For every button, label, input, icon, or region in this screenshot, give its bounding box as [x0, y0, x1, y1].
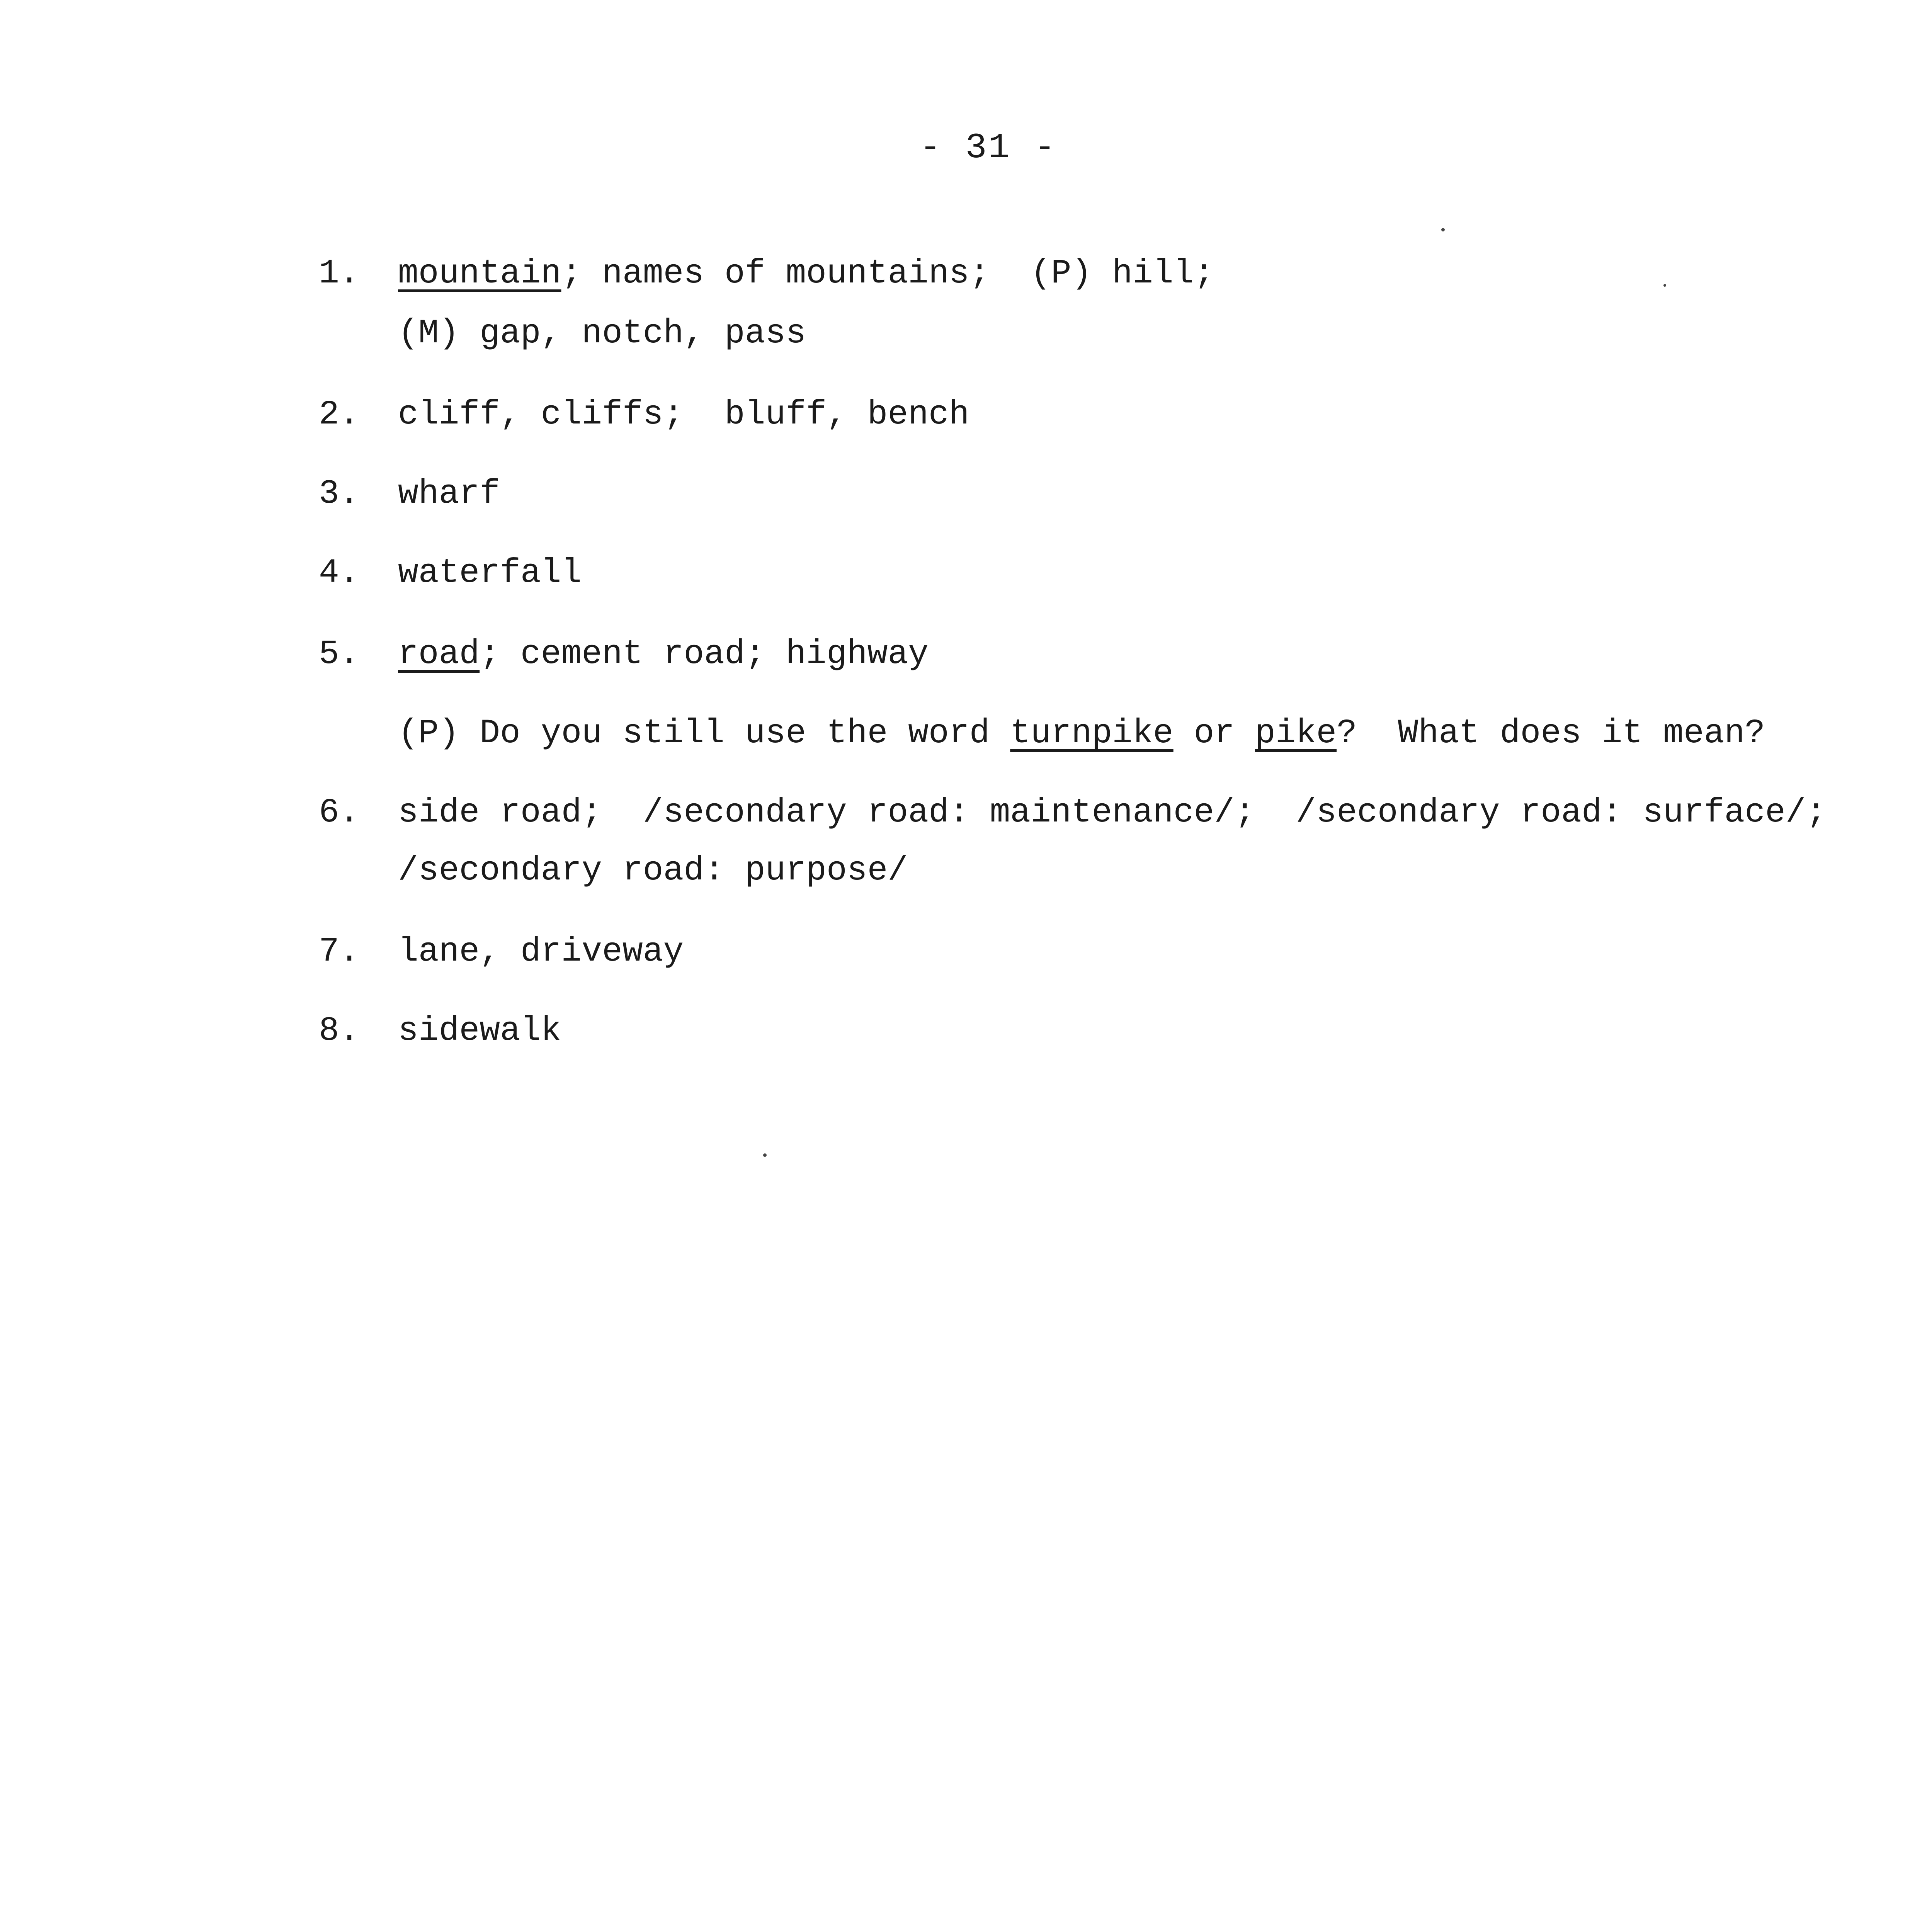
- item-1-line-2: [398, 317, 806, 351]
- item-text: cliff, cliffs; bluff, bench: [398, 396, 969, 434]
- item-6-line-2: [398, 854, 908, 888]
- item-7-line-1: [398, 935, 684, 969]
- item-2-line-1: [398, 398, 969, 432]
- item-number-6: 6.: [319, 794, 360, 832]
- underlined-term: pike: [1255, 714, 1337, 753]
- item-text: side road; /secondary road: maintenance/; /secondary road: surface/;: [398, 794, 1827, 832]
- item-number-2: 2.: [319, 396, 360, 434]
- item-number-7: 7.: [319, 933, 360, 971]
- item-5-line-1: [398, 635, 929, 673]
- item-4-line-1: [398, 556, 582, 590]
- item-text: lane, driveway: [398, 933, 684, 971]
- item-number-4: 4.: [319, 554, 360, 592]
- item-text: sidewalk: [398, 1012, 561, 1050]
- item-text: /secondary road: purpose/: [398, 852, 908, 890]
- item-number-8: 8.: [319, 1012, 360, 1050]
- item-5-line-2: [398, 714, 1765, 753]
- item-text: wharf: [398, 475, 500, 513]
- scan-speck: [1441, 228, 1445, 231]
- item-number-1: 1.: [319, 255, 360, 293]
- item-1-line-1: [398, 257, 1214, 291]
- item-text: ; names of mountains; (P) hill;: [561, 255, 1214, 293]
- item-text: waterfall: [398, 554, 582, 592]
- item-text: ; cement road; highway: [480, 635, 929, 673]
- page-number: - 31 -: [920, 128, 1057, 168]
- underlined-term: mountain: [398, 255, 561, 293]
- item-8-line-1: [398, 1014, 561, 1048]
- underlined-term: road: [398, 635, 480, 673]
- item-number-5: 5.: [319, 635, 360, 673]
- item-text: (M) gap, notch, pass: [398, 315, 806, 353]
- underlined-term: turnpike: [1010, 714, 1173, 753]
- scan-speck: [1663, 284, 1666, 287]
- scan-speck: [763, 1153, 767, 1157]
- item-number-3: 3.: [319, 475, 360, 513]
- item-6-line-1: [398, 796, 1827, 830]
- item-text: or: [1173, 714, 1255, 753]
- item-text: ? What does it mean?: [1337, 714, 1765, 753]
- item-text: (P) Do you still use the word: [398, 714, 1010, 753]
- item-3-line-1: [398, 477, 500, 511]
